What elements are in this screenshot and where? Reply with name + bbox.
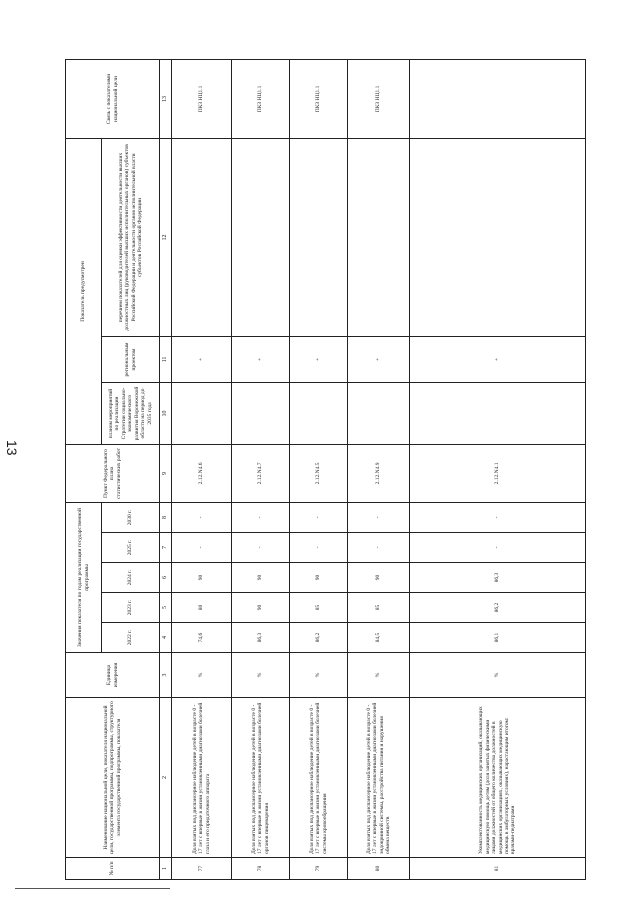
- row-regional: +: [410, 336, 586, 382]
- header-name: Наименование национальной цели, показателя национальной цели, государственной программы, подпрограммы, структурного элемента государственной программы, показателя: [66, 698, 160, 858]
- row-evaluation: [410, 138, 586, 336]
- table-row: [290, 59, 348, 879]
- row-regional: +: [348, 336, 410, 382]
- header-year-2023: 2023 г.: [102, 593, 160, 623]
- row-strategy: [410, 382, 586, 444]
- row-value-2030: -: [348, 502, 410, 532]
- row-regional: +: [232, 336, 290, 382]
- header-num: № п/п: [66, 858, 160, 880]
- row-evaluation: [348, 138, 410, 336]
- header-values-group: Значения показателя по годам реализации государственной программы: [66, 502, 102, 652]
- row-value-2030: -: [172, 502, 232, 532]
- row-value-2025: -: [232, 533, 290, 563]
- header-link: Связь с показателями национальной цели: [66, 59, 160, 138]
- header-strategy: планом мероприятий по реализации Стратегии социально-экономического развития Воронежской области на период до 2035 года: [102, 382, 160, 444]
- header-evaluation: перечнем показателей для оценки эффективности деятельности высших должностных лиц (руководителей высших исполнительных органов) субъектов Российской Федерации и деятельности органов исполнительной власти субъектов Российской Федерации: [102, 138, 160, 336]
- col-num: 1: [160, 858, 172, 880]
- header-year-2025: 2025 г.: [102, 533, 160, 563]
- row-num: 80: [348, 858, 410, 880]
- row-value-2023: 80: [172, 593, 232, 623]
- row-value-2022: 84,5: [348, 623, 410, 653]
- row-value-2024: 90: [348, 563, 410, 593]
- row-value-2023: 85: [348, 593, 410, 623]
- header-year-2022: 2022 г.: [102, 623, 160, 653]
- row-name: Доля взятых под диспансерное наблюдение детей в возрасте 0 - 17 лет с впервые в жизни установленными диагнозами болезней глаза и его придаточного аппарата: [172, 698, 232, 858]
- row-value-2023: 85: [290, 593, 348, 623]
- row-name: Укомплектованность медицинских организаций, оказывающих медицинскую помощь детям (доля занятых физическими лицами должностей от общего количества должностей в медицинских организациях, оказывающих медицинскую помощь в амбулаторных условиях), нарастающим итогом: врачами-педиатрами: [410, 698, 586, 858]
- row-name: Доля взятых под диспансерное наблюдение детей в возрасте 0 - 17 лет с впервые в жизни установленными диагнозами болезней органов пищеварения: [232, 698, 290, 858]
- row-value-2025: -: [410, 533, 586, 563]
- row-value-2022: 86,1: [410, 623, 586, 653]
- row-value-2025: -: [290, 533, 348, 563]
- col-num: 10: [160, 382, 172, 444]
- row-value-2024: 90: [290, 563, 348, 593]
- col-num: 9: [160, 444, 172, 502]
- rotated-table-container: [65, 60, 585, 880]
- row-num: 78: [232, 858, 290, 880]
- header-indicators-group: Показатель предусмотрен: [66, 138, 102, 444]
- table-row: [232, 59, 290, 879]
- row-unit: %: [172, 653, 232, 698]
- indicators-table: [65, 59, 586, 880]
- row-link: ПКЗ НЦ1.1: [290, 59, 348, 138]
- row-name: Доля взятых под диспансерное наблюдение детей в возрасте 0 - 17 лет с впервые в жизни установленными диагнозами болезней системы кровообращения: [290, 698, 348, 858]
- row-strategy: [232, 382, 290, 444]
- col-num: 6: [160, 563, 172, 593]
- header-year-2024: 2024 г.: [102, 563, 160, 593]
- footnote-divider: [15, 888, 170, 889]
- row-plan-item: 2.12.N4.1: [410, 444, 586, 502]
- row-link: ПКЗ НЦ1.1: [348, 59, 410, 138]
- col-num: 12: [160, 138, 172, 336]
- col-num: 4: [160, 623, 172, 653]
- row-value-2022: 74,6: [172, 623, 232, 653]
- header-plan-item: Пункт Федерального плана статистических работ: [66, 444, 160, 502]
- row-plan-item: 2.12.N4.7: [232, 444, 290, 502]
- header-year-2030: 2030 г.: [102, 502, 160, 532]
- row-value-2022: 86,2: [290, 623, 348, 653]
- row-evaluation: [232, 138, 290, 336]
- row-num: 79: [290, 858, 348, 880]
- row-value-2030: -: [410, 502, 586, 532]
- row-plan-item: 2.12.N4.9: [348, 444, 410, 502]
- row-plan-item: 2.12.N4.6: [172, 444, 232, 502]
- row-value-2023: 90: [232, 593, 290, 623]
- row-value-2030: -: [232, 502, 290, 532]
- row-num: 81: [410, 858, 586, 880]
- row-num: 77: [172, 858, 232, 880]
- row-unit: %: [232, 653, 290, 698]
- header-unit: Единица измерения: [66, 653, 160, 698]
- row-strategy: [172, 382, 232, 444]
- row-strategy: [348, 382, 410, 444]
- table-row: [172, 59, 232, 879]
- column-numbers-row: [160, 59, 172, 879]
- col-num: 7: [160, 533, 172, 563]
- row-value-2024: 86,3: [410, 563, 586, 593]
- row-value-2023: 86,2: [410, 593, 586, 623]
- row-unit: %: [410, 653, 586, 698]
- row-link: ПКЗ НЦ1.1: [232, 59, 290, 138]
- row-regional: +: [172, 336, 232, 382]
- header-regional: региональным проектом: [102, 336, 160, 382]
- row-link: ПКЗ НЦ1.1: [172, 59, 232, 138]
- col-num: 13: [160, 59, 172, 138]
- row-evaluation: [172, 138, 232, 336]
- row-value-2030: -: [290, 502, 348, 532]
- col-num: 2: [160, 698, 172, 858]
- row-link: [410, 59, 586, 138]
- row-unit: %: [348, 653, 410, 698]
- row-unit: %: [290, 653, 348, 698]
- row-value-2024: 90: [172, 563, 232, 593]
- row-strategy: [290, 382, 348, 444]
- col-num: 8: [160, 502, 172, 532]
- row-regional: +: [290, 336, 348, 382]
- row-evaluation: [290, 138, 348, 336]
- row-value-2025: -: [348, 533, 410, 563]
- col-num: 3: [160, 653, 172, 698]
- table-row: [410, 59, 586, 879]
- row-value-2024: 90: [232, 563, 290, 593]
- row-plan-item: 2.12.N4.5: [290, 444, 348, 502]
- row-name: Доля взятых под диспансерное наблюдение детей в возрасте 0 - 17 лет с впервые в жизни установленными диагнозами болезней эндокринной системы, расстройства питания и нарушения обмена веществ: [348, 698, 410, 858]
- row-value-2025: -: [172, 533, 232, 563]
- col-num: 11: [160, 336, 172, 382]
- page-number: 13: [4, 440, 20, 456]
- col-num: 5: [160, 593, 172, 623]
- table-row: [348, 59, 410, 879]
- row-value-2022: 86,3: [232, 623, 290, 653]
